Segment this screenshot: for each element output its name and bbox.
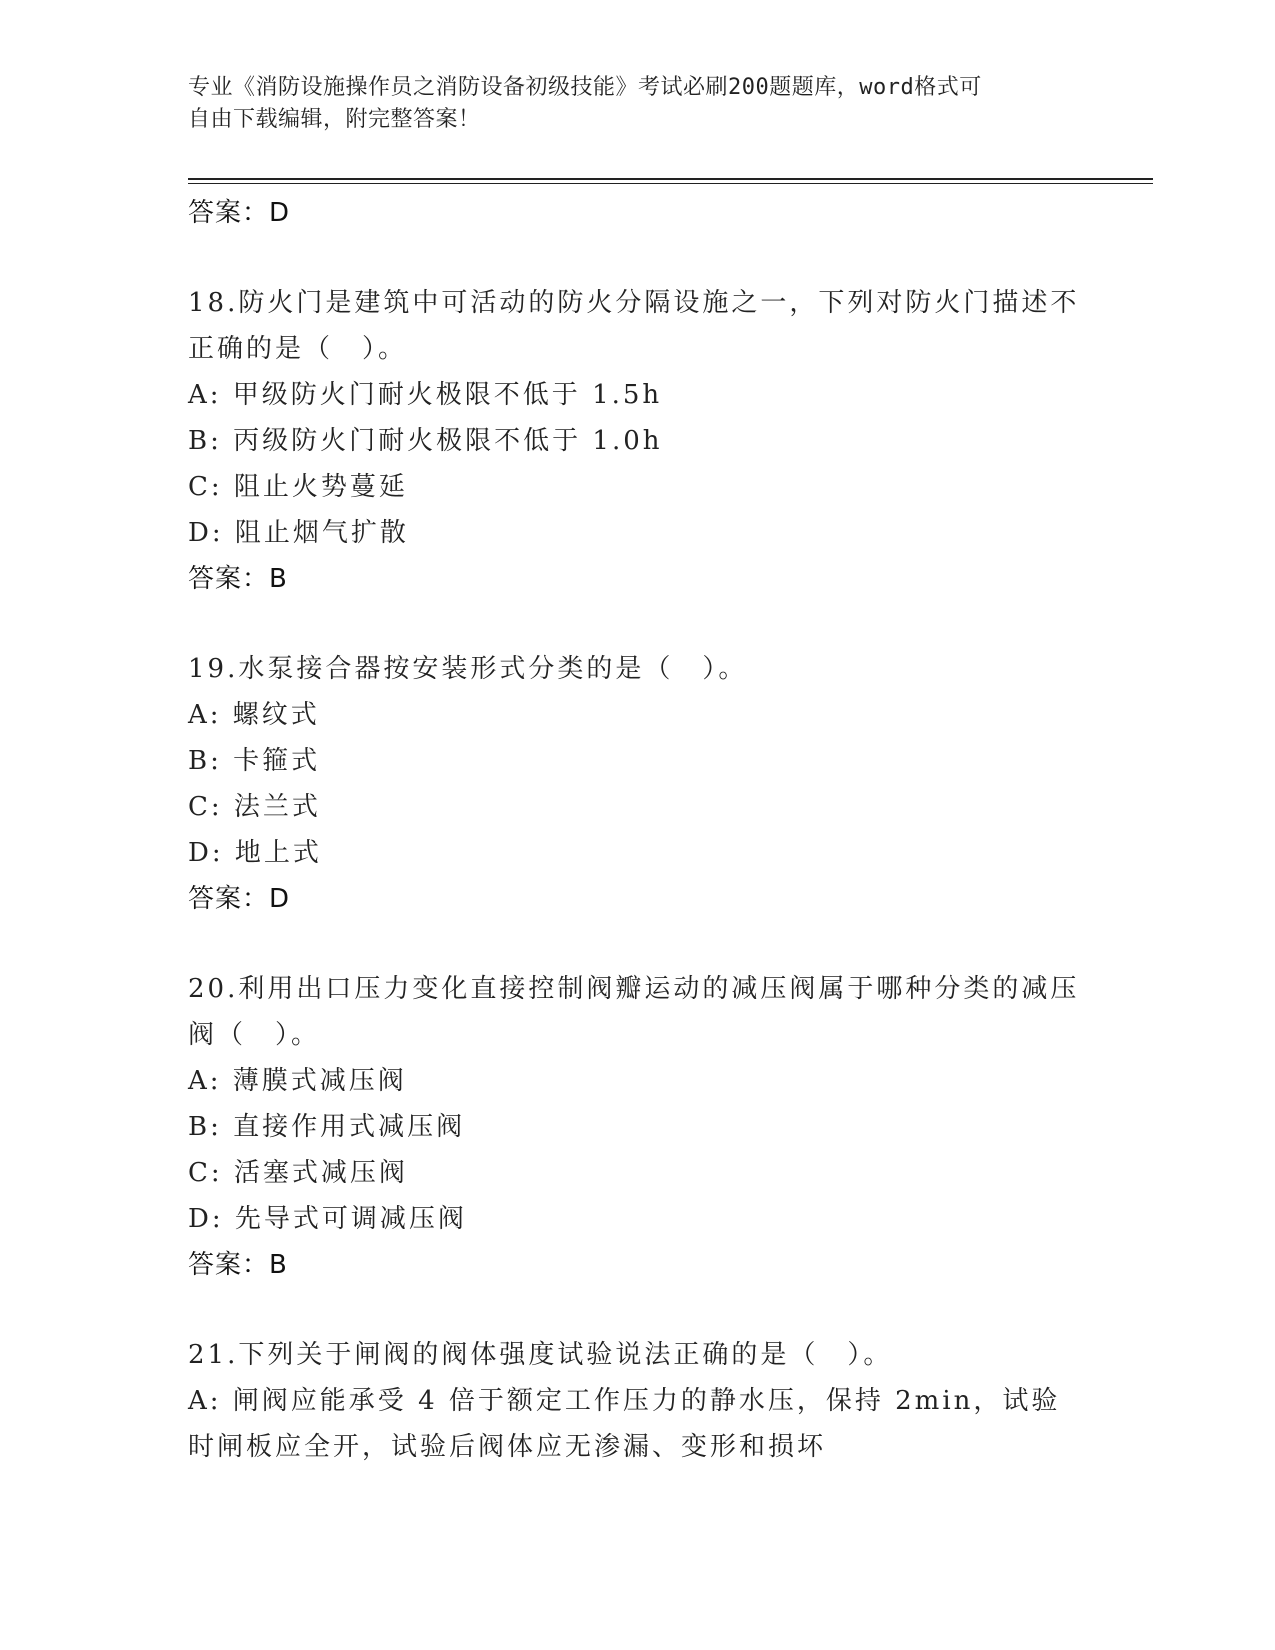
question-item — [188, 646, 1088, 922]
question-item — [188, 280, 1088, 602]
option-a: A: 薄膜式减压阀 — [188, 1066, 407, 1096]
question-item — [188, 1332, 1088, 1470]
answer-line: 答案：B — [188, 564, 288, 594]
page-header — [188, 72, 1088, 136]
option-c: C: 阻止火势蔓延 — [188, 472, 408, 502]
question-stem: 18.防火门是建筑中可活动的防火分隔设施之一，下列对防火门描述不正确的是（ ）。 — [188, 288, 1080, 364]
option-c: C: 活塞式减压阀 — [188, 1158, 408, 1188]
question-stem: 19.水泵接合器按安装形式分类的是（ ）。 — [188, 654, 748, 684]
option-b: B: 丙级防火门耐火极限不低于 1.0h — [188, 426, 663, 456]
option-d: D: 地上式 — [188, 838, 322, 868]
option-a: A: 甲级防火门耐火极限不低于 1.5h — [188, 380, 663, 410]
answer-line: 答案：D — [188, 884, 291, 914]
option-d: D: 阻止烟气扩散 — [188, 518, 409, 548]
question-list — [188, 190, 1088, 1470]
header-divider — [188, 178, 1153, 180]
answer-line: 答案：B — [188, 1250, 288, 1280]
option-b: B: 卡箍式 — [188, 746, 321, 776]
header-title-line1: 专业《消防设施操作员之消防设备初级技能》考试必刷200题题库，word格式可 — [188, 75, 982, 100]
option-d: D: 先导式可调减压阀 — [188, 1204, 467, 1234]
question-stem: 21.下列关于闸阀的阀体强度试验说法正确的是（ ）。 — [188, 1340, 893, 1370]
answer-line: 答案：D — [188, 198, 291, 228]
option-a: A: 闸阀应能承受 4 倍于额定工作压力的静水压，保持 2min，试验时闸板应全开，试验后阀体应无渗漏、变形和损坏 — [188, 1386, 1061, 1462]
question-item — [188, 966, 1088, 1288]
question-stem: 20.利用出口压力变化直接控制阀瓣运动的减压阀属于哪种分类的减压阀（ ）。 — [188, 974, 1080, 1050]
option-b: B: 直接作用式减压阀 — [188, 1112, 466, 1142]
header-divider-thin — [188, 183, 1153, 184]
option-a: A: 螺纹式 — [188, 700, 320, 730]
option-c: C: 法兰式 — [188, 792, 321, 822]
header-title-line2: 自由下载编辑，附完整答案！ — [188, 107, 481, 132]
